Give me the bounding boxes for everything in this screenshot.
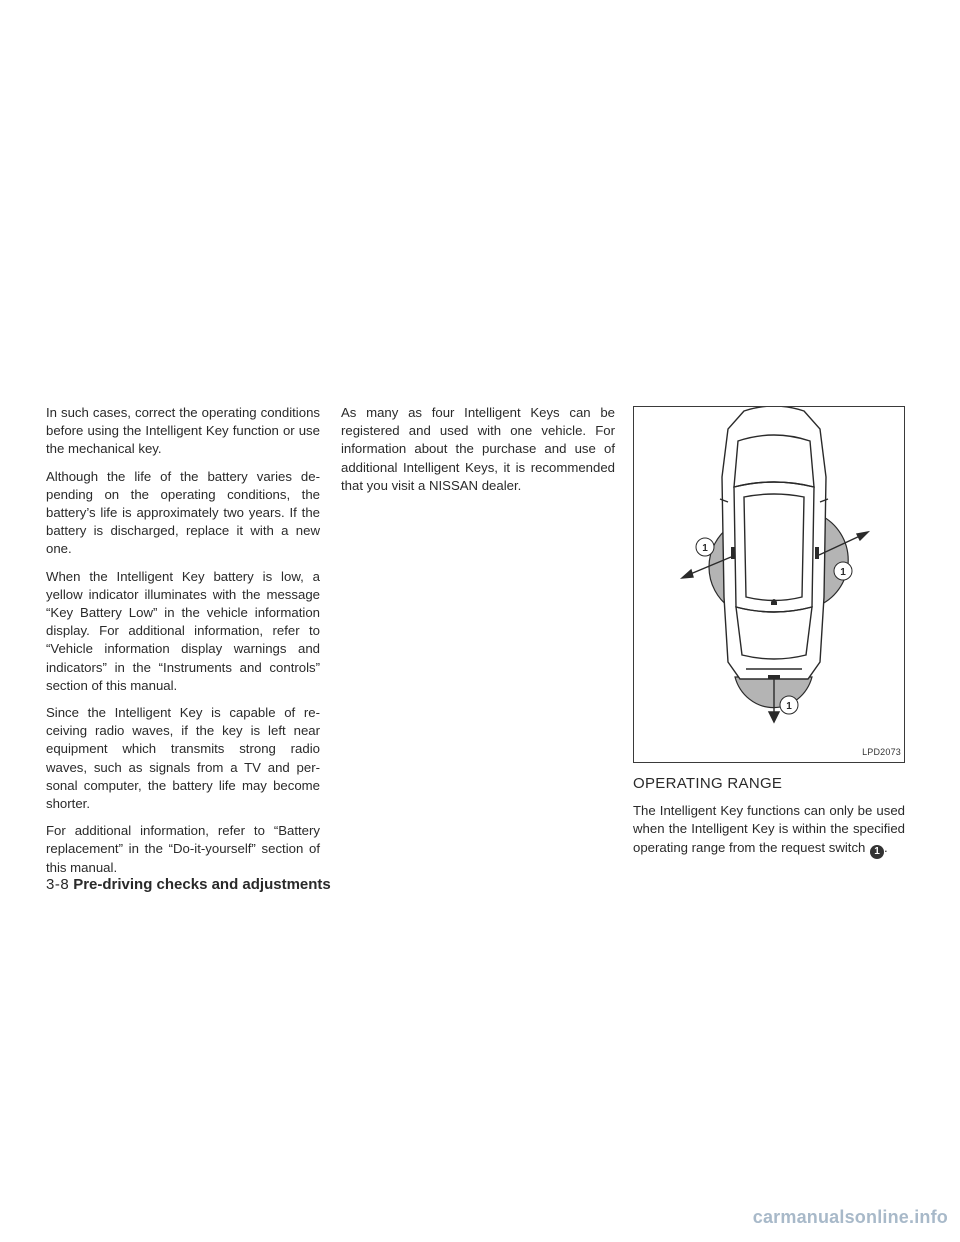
callout-1-icon <box>834 562 852 580</box>
text-column-right <box>633 406 905 868</box>
section-title: OPERATING RANGE <box>633 775 783 792</box>
footer-section-title: Pre-driving checks and adjustments <box>73 876 331 893</box>
car-icon <box>720 407 828 679</box>
request-switch-right <box>815 547 819 559</box>
callout-label: 1 <box>702 543 708 554</box>
callout-1-icon: 1 <box>870 845 884 859</box>
operating-range-figure <box>633 406 905 763</box>
paragraph: As many as four Intelligent Keys can be registered and used with one vehicle. For information about the purchase and use of additional Intelligent Keys, it is recommended that you visit a NISSAN dealer. <box>341 405 615 493</box>
car-top-view-illustration <box>634 407 904 762</box>
paragraph: When the Intelligent Key battery is low, a yellow indicator illuminates with the message “Key Battery Low” in the vehicle information display. For additional information, refer to “Vehicle information display warnings and indicators” in the “Instruments and controls” section of this manual. <box>46 568 320 693</box>
callout-1-icon <box>696 538 714 556</box>
request-switch-rear <box>768 675 780 679</box>
paragraph: Although the life of the battery varies depending on the operating conditions, the battery’s life is approximately two years. If the battery is discharged, replace it with a new one. <box>46 468 320 557</box>
page-number: 3-8 <box>46 876 70 893</box>
paragraph: Since the Intelligent Key is capable of receiving radio waves, if the key is left near equipment which transmits strong radio waves, such as signals from a TV and personal computer, the battery life may become shorter. <box>46 705 320 812</box>
callout-label: 1 <box>840 567 846 578</box>
text-column-middle <box>341 404 615 504</box>
text-column-left <box>46 404 320 886</box>
request-switch-left <box>731 547 735 559</box>
paragraph-text: The Intelligent Key functions can only be used when the Intelligent Key is within the specified operating range from the request switch <box>633 803 905 855</box>
paragraph: In such cases, correct the operating conditions before using the Intelligent Key function or use the mechanical key. <box>46 405 320 457</box>
figure-id: LPD2073 <box>862 746 901 757</box>
callout-1-icon <box>780 696 798 714</box>
paragraph <box>633 802 905 858</box>
page-footer <box>46 876 331 893</box>
callout-label: 1 <box>786 701 792 712</box>
watermark: carmanualsonline.info <box>752 1207 948 1227</box>
paragraph: For additional information, refer to “Battery replacement” in the “Do-it-yourself” section of this manual. <box>46 823 320 875</box>
paragraph-text-end: . <box>884 839 888 855</box>
